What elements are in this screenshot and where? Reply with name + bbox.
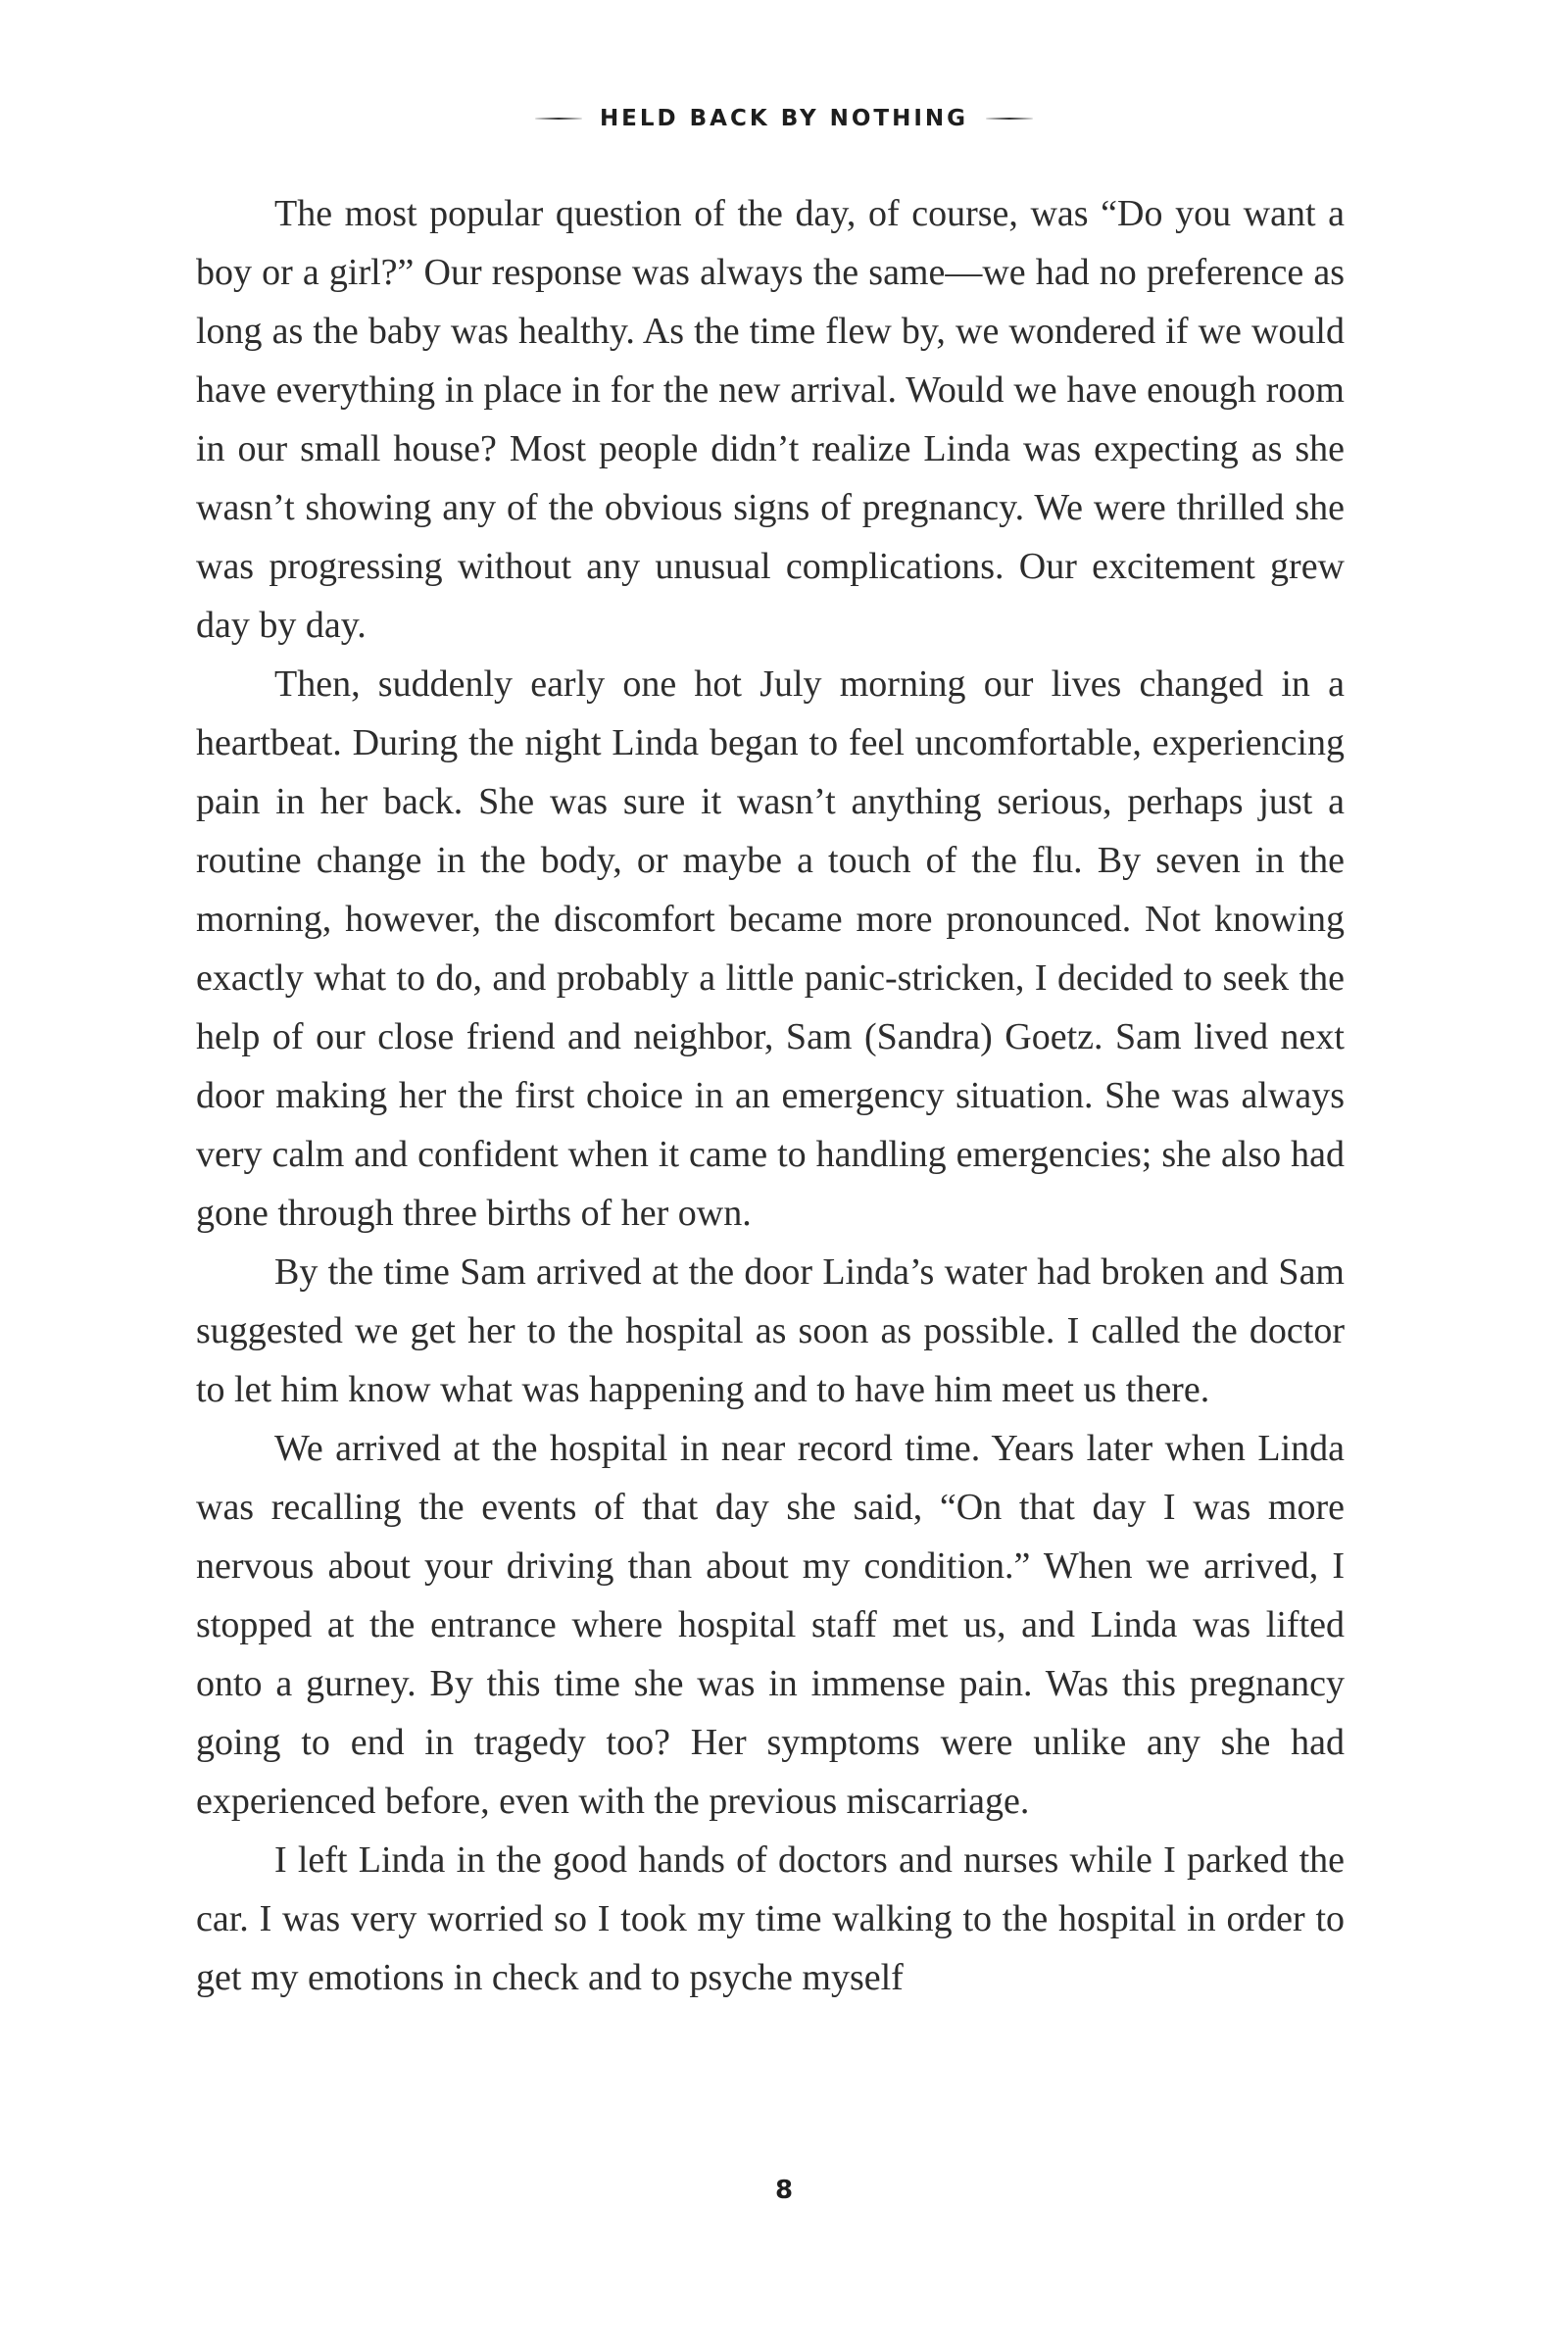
paragraph: I left Linda in the good hands of doctors and nurses while I parked the car. I was very worried so I took my time walking to the hospital in order to get my emotions in check and to psyche myself: [196, 1839, 1345, 1998]
body-text: [196, 184, 1345, 2007]
left-ornament-rule: [535, 118, 582, 121]
paragraph: By the time Sam arrived at the door Linda’s water had broken and Sam suggested we get her to the hospital as soon as possible. I called the doctor to let him know what was happening and to have him meet us there.: [196, 1251, 1345, 1410]
paragraph: Then, suddenly early one hot July morning our lives changed in a heartbeat. During the night Linda began to feel uncomfortable, experiencing pain in her back. She was sure it wasn’t anything serious, perhaps just a routine change in the body, or maybe a touch of the flu. By seven in the morning, however, the discomfort became more pronounced. Not knowing exactly what to do, and probably a little panic-stricken, I decided to seek the help of our close friend and neighbor, Sam (Sandra) Goetz. Sam lived next door making her the first choice in an emergency situation. She was always very calm and confident when it came to handling emergencies; she also had gone through three births of her own.: [196, 663, 1345, 1234]
running-head: [0, 106, 1568, 131]
right-ornament-rule: [986, 118, 1033, 121]
paragraph: The most popular question of the day, of course, was “Do you want a boy or a girl?” Our response was always the same—we had no preference as long as the baby was healthy. As the time flew by, we wondered if we would have everything in place in for the new arrival. Would we have enough room in our small house? Most people didn’t realize Linda was expecting as she wasn’t showing any of the obvious signs of pregnancy. We were thrilled she was progressing without any unusual complications. Our excitement grew day by day.: [196, 193, 1345, 646]
running-title: HELD BACK BY NOTHING: [599, 106, 969, 131]
paragraph: We arrived at the hospital in near record time. Years later when Linda was recalling the events of that day she said, “On that day I was more nervous about your driving than about my condition.” When we arrived, I stopped at the entrance where hospital staff met us, and Linda was lifted onto a gurney. By this time she was in immense pain. Was this pregnancy going to end in tragedy too? Her symptoms were unlike any she had experienced before, even with the previous miscarriage.: [196, 1428, 1345, 1822]
page-number: 8: [774, 2176, 794, 2205]
